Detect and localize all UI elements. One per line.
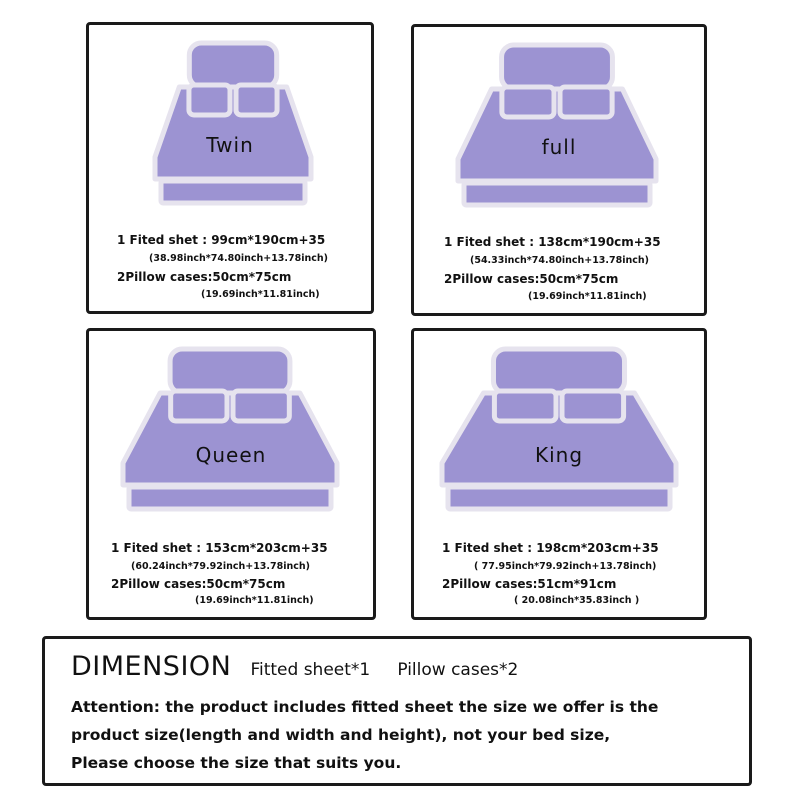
- headboard: [189, 43, 276, 87]
- dimension-header: [71, 651, 518, 682]
- queen-size-card: [86, 328, 376, 620]
- twin-bed-illustration: [89, 25, 371, 311]
- fitted-sheet-spec: 1 Fited shet : 99cm*190cm+35: [117, 233, 326, 247]
- bed-base: [161, 181, 305, 203]
- pillow-case-spec: 2Pillow cases:50cm*75cm: [444, 272, 619, 286]
- size-name: full: [541, 135, 577, 159]
- headboard: [170, 349, 290, 393]
- pillow: [494, 391, 556, 421]
- headboard: [493, 349, 624, 393]
- pillow: [502, 87, 554, 117]
- fitted-sheet-inch: (54.33inch*74.80inch+13.78inch): [470, 255, 650, 266]
- twin-size-card: [86, 22, 374, 314]
- full-size-card: [411, 24, 707, 316]
- dimension-title: DIMENSION: [71, 651, 232, 682]
- fitted-sheet: [123, 393, 337, 485]
- fitted-sheet-spec: 1 Fited shet : 153cm*203cm+35: [111, 541, 328, 555]
- dimension-notice: [42, 636, 752, 786]
- pillow: [233, 391, 289, 421]
- pillow-case-inch: (19.69inch*11.81inch): [195, 595, 314, 606]
- queen-bed-illustration: [89, 331, 373, 617]
- pillow-case-inch: ( 20.08inch*35.83inch ): [514, 595, 640, 606]
- pillow-case-spec: 2Pillow cases:51cm*91cm: [442, 577, 617, 591]
- attention-text: [71, 693, 747, 777]
- pillow-case-count: Pillow cases*2: [397, 660, 519, 680]
- attention-line: Attention: the product includes fitted sheet the size we offer is the: [71, 698, 659, 716]
- king-size-card: [411, 328, 707, 620]
- headboard: [502, 45, 613, 89]
- pillow: [562, 391, 624, 421]
- bed-base: [464, 183, 650, 205]
- size-name: Twin: [206, 133, 254, 157]
- king-bed-illustration: [414, 331, 704, 617]
- pillow: [560, 87, 612, 117]
- fitted-sheet-spec: 1 Fited shet : 198cm*203cm+35: [442, 541, 659, 555]
- fitted-sheet-inch: ( 77.95inch*79.92inch+13.78inch): [474, 561, 657, 572]
- size-name: Queen: [195, 443, 267, 467]
- pillow-case-inch: (19.69inch*11.81inch): [528, 291, 647, 302]
- attention-line: Please choose the size that suits you.: [71, 754, 402, 772]
- full-bed-illustration: [414, 27, 704, 313]
- bed-base: [129, 487, 331, 509]
- fitted-sheet-inch: (38.98inch*74.80inch+13.78inch): [149, 253, 329, 264]
- pillow: [236, 85, 277, 115]
- fitted-sheet: [442, 393, 676, 485]
- attention-line: product size(length and width and height), not your bed size,: [71, 726, 611, 744]
- pillow-case-spec: 2Pillow cases:50cm*75cm: [117, 270, 292, 284]
- pillow: [171, 391, 227, 421]
- pillow-case-spec: 2Pillow cases:50cm*75cm: [111, 577, 286, 591]
- bed-base: [448, 487, 670, 509]
- size-name: King: [534, 443, 584, 467]
- pillow-case-inch: (19.69inch*11.81inch): [201, 289, 320, 300]
- pillow: [189, 85, 230, 115]
- fitted-sheet-spec: 1 Fited shet : 138cm*190cm+35: [444, 235, 661, 249]
- fitted-sheet-inch: (60.24inch*79.92inch+13.78inch): [131, 561, 311, 572]
- fitted-sheet-count: Fitted sheet*1: [250, 660, 371, 680]
